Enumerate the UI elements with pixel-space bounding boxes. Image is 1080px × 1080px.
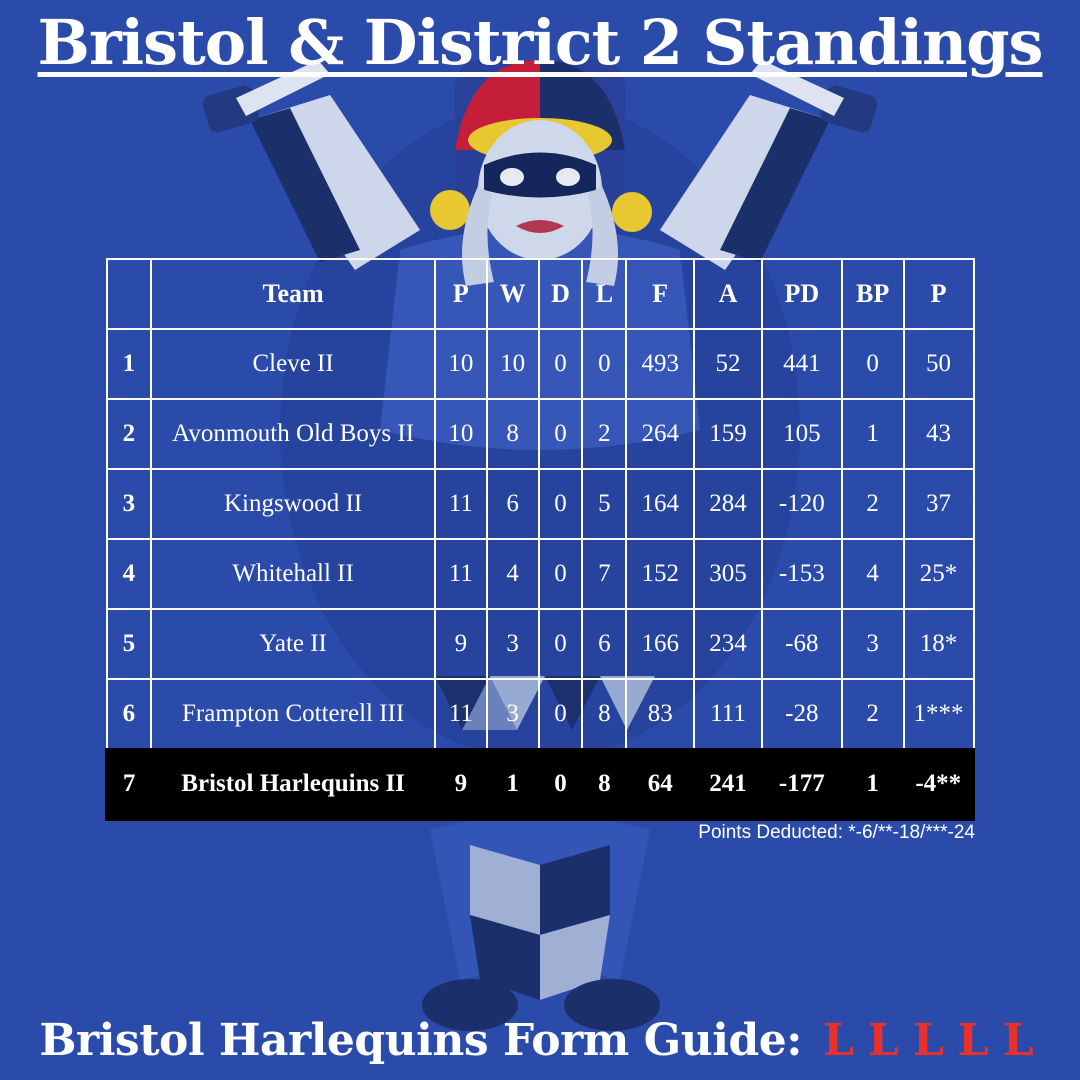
cell-drawn: 0	[539, 609, 583, 679]
cell-position: 3	[107, 469, 152, 539]
form-guide-result: L	[822, 1015, 854, 1066]
cell-bonus-points: 1	[842, 399, 904, 469]
column-header-position	[107, 259, 152, 329]
cell-against: 305	[694, 539, 762, 609]
cell-against: 111	[694, 679, 762, 749]
cell-bonus-points: 3	[842, 609, 904, 679]
cell-points-diff: 105	[762, 399, 842, 469]
cell-won: 1	[487, 749, 539, 819]
table-row	[107, 469, 974, 539]
form-guide-result: L	[957, 1015, 989, 1066]
cell-bonus-points: 1	[842, 749, 904, 819]
form-guide-label: Bristol Harlequins Form Guide:	[39, 1015, 802, 1066]
cell-played: 11	[435, 539, 487, 609]
column-header-drawn: D	[539, 259, 583, 329]
cell-won: 3	[487, 609, 539, 679]
table-header-row	[107, 259, 974, 329]
form-guide-result: L	[1002, 1015, 1034, 1066]
cell-against: 234	[694, 609, 762, 679]
cell-points: 37	[904, 469, 974, 539]
cell-against: 284	[694, 469, 762, 539]
table-row	[107, 399, 974, 469]
cell-lost: 2	[582, 399, 626, 469]
table-row	[107, 609, 974, 679]
cell-played: 9	[435, 749, 487, 819]
cell-for: 64	[626, 749, 694, 819]
cell-drawn: 0	[539, 469, 583, 539]
cell-points-diff: -153	[762, 539, 842, 609]
cell-won: 10	[487, 329, 539, 399]
cell-lost: 8	[582, 749, 626, 819]
cell-points-diff: -28	[762, 679, 842, 749]
cell-against: 52	[694, 329, 762, 399]
points-deducted-footnote: Points Deducted: *-6/**-18/***-24	[698, 822, 975, 843]
cell-points: 1***	[904, 679, 974, 749]
column-header-won: W	[487, 259, 539, 329]
cell-for: 83	[626, 679, 694, 749]
table-row-highlighted	[107, 749, 974, 819]
cell-points: 50	[904, 329, 974, 399]
cell-for: 164	[626, 469, 694, 539]
column-header-points: P	[904, 259, 974, 329]
cell-bonus-points: 2	[842, 469, 904, 539]
column-header-against: A	[694, 259, 762, 329]
cell-team: Frampton Cotterell III	[151, 679, 435, 749]
cell-points-diff: -177	[762, 749, 842, 819]
cell-team: Yate II	[151, 609, 435, 679]
cell-lost: 7	[582, 539, 626, 609]
cell-position: 5	[107, 609, 152, 679]
cell-played: 11	[435, 679, 487, 749]
cell-points: -4**	[904, 749, 974, 819]
cell-team: Whitehall II	[151, 539, 435, 609]
cell-position: 4	[107, 539, 152, 609]
column-header-lost: L	[582, 259, 626, 329]
cell-points: 43	[904, 399, 974, 469]
cell-lost: 0	[582, 329, 626, 399]
cell-position: 7	[107, 749, 152, 819]
table-row	[107, 539, 974, 609]
cell-points-diff: -120	[762, 469, 842, 539]
cell-drawn: 0	[539, 399, 583, 469]
cell-won: 4	[487, 539, 539, 609]
cell-drawn: 0	[539, 329, 583, 399]
column-header-played: P	[435, 259, 487, 329]
table-row	[107, 329, 974, 399]
form-guide-result: L	[912, 1015, 944, 1066]
cell-played: 10	[435, 329, 487, 399]
cell-for: 152	[626, 539, 694, 609]
column-header-points-diff: PD	[762, 259, 842, 329]
cell-against: 159	[694, 399, 762, 469]
cell-won: 8	[487, 399, 539, 469]
standings-table	[105, 258, 975, 821]
cell-for: 166	[626, 609, 694, 679]
form-guide-results	[816, 1015, 1041, 1066]
cell-played: 11	[435, 469, 487, 539]
cell-lost: 8	[582, 679, 626, 749]
cell-for: 493	[626, 329, 694, 399]
cell-points: 25*	[904, 539, 974, 609]
form-guide	[0, 1015, 1080, 1066]
column-header-for: F	[626, 259, 694, 329]
cell-points-diff: -68	[762, 609, 842, 679]
cell-lost: 6	[582, 609, 626, 679]
cell-for: 264	[626, 399, 694, 469]
cell-played: 9	[435, 609, 487, 679]
cell-position: 1	[107, 329, 152, 399]
cell-position: 2	[107, 399, 152, 469]
cell-against: 241	[694, 749, 762, 819]
cell-played: 10	[435, 399, 487, 469]
cell-won: 3	[487, 679, 539, 749]
table-row	[107, 679, 974, 749]
cell-drawn: 0	[539, 749, 583, 819]
standings-table-container	[105, 258, 975, 821]
cell-team: Cleve II	[151, 329, 435, 399]
cell-lost: 5	[582, 469, 626, 539]
cell-bonus-points: 2	[842, 679, 904, 749]
cell-won: 6	[487, 469, 539, 539]
page-title: Bristol & District 2 Standings	[37, 6, 1043, 79]
cell-team: Bristol Harlequins II	[151, 749, 435, 819]
cell-bonus-points: 4	[842, 539, 904, 609]
form-guide-result: L	[867, 1015, 899, 1066]
cell-team: Kingswood II	[151, 469, 435, 539]
column-header-bonus-points: BP	[842, 259, 904, 329]
cell-points-diff: 441	[762, 329, 842, 399]
cell-team: Avonmouth Old Boys II	[151, 399, 435, 469]
cell-points: 18*	[904, 609, 974, 679]
cell-drawn: 0	[539, 679, 583, 749]
cell-bonus-points: 0	[842, 329, 904, 399]
cell-position: 6	[107, 679, 152, 749]
cell-drawn: 0	[539, 539, 583, 609]
column-header-team: Team	[151, 259, 435, 329]
